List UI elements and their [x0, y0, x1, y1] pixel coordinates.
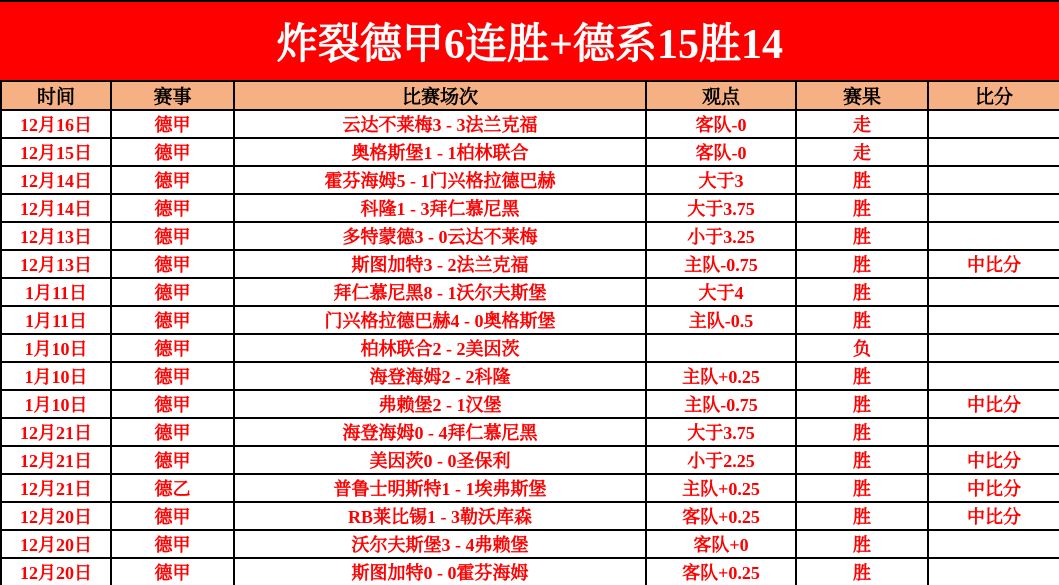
- date-cell: 12月14日: [1, 194, 111, 222]
- date-cell: 12月21日: [1, 446, 111, 474]
- score-cell: 中比分: [928, 390, 1059, 418]
- table-row: [1, 474, 1059, 502]
- view-cell: 大于4: [646, 278, 796, 306]
- match-cell: 弗赖堡2 - 1汉堡: [234, 390, 646, 418]
- match-cell: 斯图加特3 - 2法兰克福: [234, 250, 646, 278]
- result-cell: 胜: [796, 166, 928, 194]
- table-header-row: [1, 81, 1059, 110]
- view-cell: 小于3.25: [646, 222, 796, 250]
- table-row: [1, 558, 1059, 585]
- match-cell: 霍芬海姆5 - 1门兴格拉德巴赫: [234, 166, 646, 194]
- table-row: [1, 278, 1059, 306]
- date-cell: 1月10日: [1, 362, 111, 390]
- table-row: [1, 446, 1059, 474]
- league-cell: 德甲: [111, 530, 234, 558]
- date-cell: 12月21日: [1, 418, 111, 446]
- result-cell: 胜: [796, 306, 928, 334]
- view-cell: 客队+0.25: [646, 502, 796, 530]
- match-cell: RB莱比锡1 - 3勒沃库森: [234, 502, 646, 530]
- match-cell: 美因茨0 - 0圣保利: [234, 446, 646, 474]
- date-cell: 12月20日: [1, 530, 111, 558]
- table-row: [1, 138, 1059, 166]
- table-row: [1, 390, 1059, 418]
- score-cell: 中比分: [928, 502, 1059, 530]
- league-cell: 德甲: [111, 278, 234, 306]
- league-cell: 德甲: [111, 334, 234, 362]
- view-cell: 大于3: [646, 166, 796, 194]
- date-cell: 12月15日: [1, 138, 111, 166]
- match-cell: 门兴格拉德巴赫4 - 0奥格斯堡: [234, 306, 646, 334]
- score-cell: [928, 530, 1059, 558]
- results-table: [0, 80, 1059, 585]
- view-cell: 主队+0.25: [646, 474, 796, 502]
- table-row: [1, 166, 1059, 194]
- date-cell: 12月13日: [1, 222, 111, 250]
- match-cell: 拜仁慕尼黑8 - 1沃尔夫斯堡: [234, 278, 646, 306]
- league-cell: 德甲: [111, 390, 234, 418]
- view-cell: 大于3.75: [646, 418, 796, 446]
- table-row: [1, 194, 1059, 222]
- date-cell: 12月16日: [1, 110, 111, 138]
- score-cell: [928, 278, 1059, 306]
- score-cell: [928, 110, 1059, 138]
- league-cell: 德甲: [111, 222, 234, 250]
- match-table-body: [1, 110, 1059, 585]
- date-cell: 1月11日: [1, 306, 111, 334]
- score-cell: 中比分: [928, 250, 1059, 278]
- score-cell: [928, 194, 1059, 222]
- view-cell: 主队-0.5: [646, 306, 796, 334]
- table-row: [1, 362, 1059, 390]
- league-cell: 德甲: [111, 194, 234, 222]
- league-cell: 德甲: [111, 362, 234, 390]
- col-header-league: 赛事: [111, 81, 234, 110]
- match-cell: 云达不莱梅3 - 3法兰克福: [234, 110, 646, 138]
- view-cell: 主队-0.75: [646, 250, 796, 278]
- view-cell: 客队-0: [646, 110, 796, 138]
- result-cell: 胜: [796, 222, 928, 250]
- result-cell: 胜: [796, 474, 928, 502]
- match-cell: 普鲁士明斯特1 - 1埃弗斯堡: [234, 474, 646, 502]
- match-cell: 海登海姆0 - 4拜仁慕尼黑: [234, 418, 646, 446]
- view-cell: [646, 334, 796, 362]
- table-row: [1, 110, 1059, 138]
- league-cell: 德甲: [111, 418, 234, 446]
- score-cell: [928, 362, 1059, 390]
- date-cell: 12月20日: [1, 558, 111, 585]
- result-cell: 负: [796, 334, 928, 362]
- table-row: [1, 530, 1059, 558]
- match-cell: 柏林联合2 - 2美因茨: [234, 334, 646, 362]
- league-cell: 德甲: [111, 138, 234, 166]
- score-cell: [928, 558, 1059, 585]
- match-cell: 多特蒙德3 - 0云达不莱梅: [234, 222, 646, 250]
- title-banner: [0, 2, 1059, 80]
- view-cell: 主队+0.25: [646, 362, 796, 390]
- date-cell: 12月20日: [1, 502, 111, 530]
- page-title: 炸裂德甲6连胜+德系15胜14: [276, 22, 783, 68]
- league-cell: 德甲: [111, 306, 234, 334]
- view-cell: 主队-0.75: [646, 390, 796, 418]
- result-cell: 胜: [796, 278, 928, 306]
- col-header-match: 比赛场次: [234, 81, 646, 110]
- result-cell: 胜: [796, 250, 928, 278]
- match-cell: 斯图加特0 - 0霍芬海姆: [234, 558, 646, 585]
- result-cell: 胜: [796, 558, 928, 585]
- league-cell: 德甲: [111, 110, 234, 138]
- match-cell: 科隆1 - 3拜仁慕尼黑: [234, 194, 646, 222]
- score-cell: [928, 138, 1059, 166]
- score-cell: 中比分: [928, 446, 1059, 474]
- result-cell: 胜: [796, 390, 928, 418]
- result-cell: 胜: [796, 502, 928, 530]
- table-row: [1, 418, 1059, 446]
- date-cell: 1月10日: [1, 334, 111, 362]
- view-cell: 客队+0.25: [646, 558, 796, 585]
- table-row: [1, 250, 1059, 278]
- date-cell: 1月11日: [1, 278, 111, 306]
- result-cell: 胜: [796, 530, 928, 558]
- score-cell: [928, 306, 1059, 334]
- table-row: [1, 222, 1059, 250]
- match-cell: 沃尔夫斯堡3 - 4弗赖堡: [234, 530, 646, 558]
- result-cell: 胜: [796, 362, 928, 390]
- view-cell: 客队-0: [646, 138, 796, 166]
- score-cell: [928, 418, 1059, 446]
- col-header-view: 观点: [646, 81, 796, 110]
- result-cell: 胜: [796, 446, 928, 474]
- view-cell: 小于2.25: [646, 446, 796, 474]
- result-cell: 走: [796, 110, 928, 138]
- score-cell: [928, 334, 1059, 362]
- league-cell: 德甲: [111, 502, 234, 530]
- match-cell: 奥格斯堡1 - 1柏林联合: [234, 138, 646, 166]
- league-cell: 德甲: [111, 250, 234, 278]
- date-cell: 1月10日: [1, 390, 111, 418]
- date-cell: 12月13日: [1, 250, 111, 278]
- league-cell: 德甲: [111, 166, 234, 194]
- league-cell: 德甲: [111, 446, 234, 474]
- col-header-score: 比分: [928, 81, 1059, 110]
- table-row: [1, 306, 1059, 334]
- date-cell: 12月14日: [1, 166, 111, 194]
- date-cell: 12月21日: [1, 474, 111, 502]
- result-cell: 胜: [796, 418, 928, 446]
- score-cell: [928, 166, 1059, 194]
- view-cell: 客队+0: [646, 530, 796, 558]
- col-header-time: 时间: [1, 81, 111, 110]
- view-cell: 大于3.75: [646, 194, 796, 222]
- table-row: [1, 502, 1059, 530]
- score-cell: [928, 222, 1059, 250]
- table-row: [1, 334, 1059, 362]
- result-cell: 走: [796, 138, 928, 166]
- col-header-result: 赛果: [796, 81, 928, 110]
- score-cell: 中比分: [928, 474, 1059, 502]
- league-cell: 德甲: [111, 558, 234, 585]
- result-cell: 胜: [796, 194, 928, 222]
- match-cell: 海登海姆2 - 2科隆: [234, 362, 646, 390]
- league-cell: 德乙: [111, 474, 234, 502]
